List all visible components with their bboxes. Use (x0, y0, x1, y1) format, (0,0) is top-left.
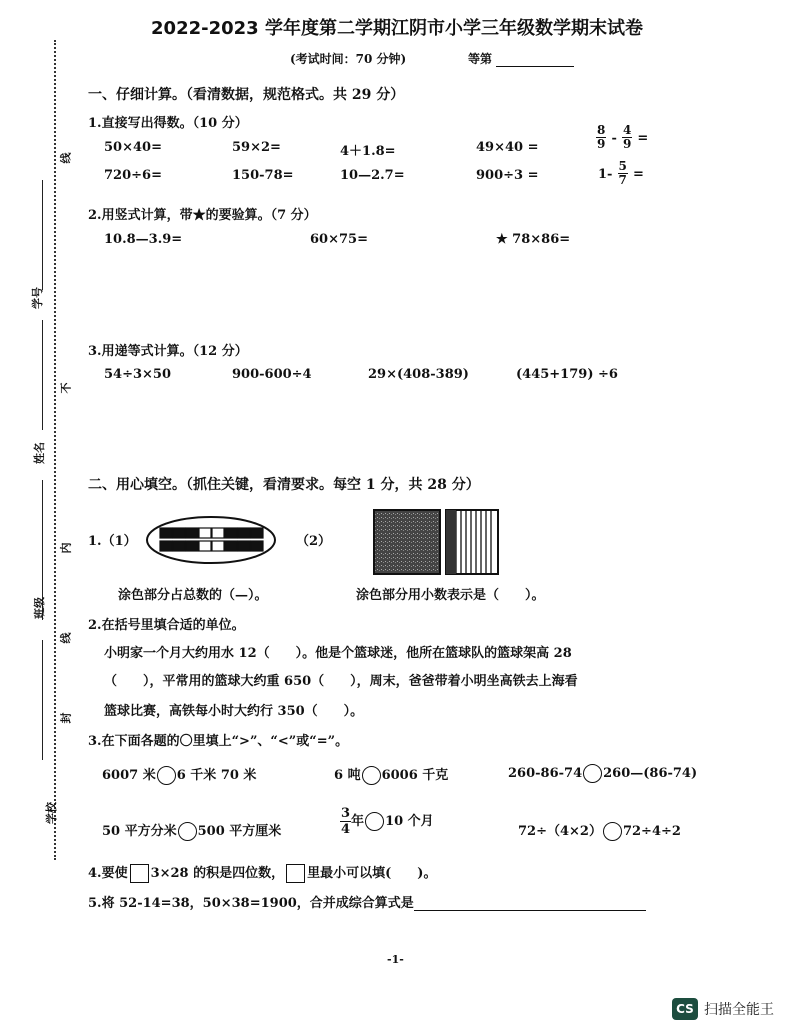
q1-item: 49×40 = (476, 140, 539, 155)
decimal-grid-figure (372, 508, 502, 578)
answer-circle[interactable] (157, 766, 176, 785)
fraction: $\frac{8}{9}$ (597, 123, 606, 151)
margin-label-3: 不 (59, 382, 73, 394)
margin-label-4: 班级 (33, 597, 46, 619)
q3-item: (445+179) ÷6 (516, 367, 618, 382)
q1-item: 10—2.7= (340, 168, 405, 183)
binding-dotted-line (54, 40, 56, 860)
q3-heading: 3.用递等式计算。（12 分） (88, 344, 248, 359)
q1-label-2: （2） (296, 534, 332, 549)
page-title: 2022-2023 学年度第二学期江阴市小学三年级数学期末试卷 (151, 18, 643, 39)
q1-caption-1: 涂色部分占总数的（—）。 (118, 588, 268, 603)
margin-label-5: 内 (59, 542, 73, 554)
q1-item: 900÷3 = (476, 168, 539, 183)
q2-heading: 2.用竖式计算，带★的要验算。（7 分） (88, 208, 317, 223)
q1-item: 150-78= (232, 168, 294, 183)
answer-blank[interactable] (414, 896, 646, 911)
s2-q3-heading: 3.在下面各题的〇里填上“>”、“<”或“=”。 (88, 734, 349, 749)
grade-blank[interactable] (496, 53, 574, 67)
q3-item: 54÷3×50 (104, 367, 172, 382)
q2-item: ★ 78×86= (496, 232, 571, 247)
s2-q4: 4.要使 3×28 的积是四位数， 里最小可以填( )。 (88, 866, 437, 881)
margin-label-1: 线 (59, 152, 73, 164)
q3-item: 900-600÷4 (232, 367, 312, 382)
grade-field (468, 50, 574, 67)
fraction: $\frac{5}{7}$ (618, 159, 627, 187)
margin-label-6: 线 (59, 632, 73, 644)
oval-figure (144, 514, 278, 566)
compare-item: 260-86-74 260—(86-74) (508, 766, 698, 781)
camscanner-logo: CS (672, 998, 698, 1020)
margin-label-2: 姓名 (33, 442, 46, 464)
compare-item: $\frac{3}{4}$ 年 10 个月 (341, 806, 434, 837)
s2-q5: 5.将 52-14=38，50×38=1900，合并成综合算式是 (88, 892, 646, 911)
compare-item: 6 吨 6006 千克 (334, 768, 449, 783)
answer-circle[interactable] (583, 764, 602, 783)
margin-label-7: 封 (59, 712, 73, 724)
fraction-expr-1: $\frac{8}{9}$ - $\frac{4}{9}$ = (597, 123, 649, 151)
s2-q2-line1: 小明家一个月大约用水 12（ ）。他是个篮球迷，他所在篮球队的篮球架高 28 (104, 646, 572, 661)
s2-q2-line2: （ ），平常用的篮球大约重 650（ ），周末，爸爸带着小明坐高铁去上海看 (104, 674, 578, 689)
answer-circle[interactable] (603, 822, 622, 841)
answer-circle[interactable] (365, 812, 384, 831)
s2-q2-heading: 2.在括号里填合适的单位。 (88, 618, 245, 633)
section2-heading: 二、用心填空。（抓住关键，看清要求。每空 1 分，共 28 分） (88, 477, 480, 493)
answer-circle[interactable] (362, 766, 381, 785)
q1-item: 720÷6= (104, 168, 162, 183)
margin-label-8: 学校 (45, 802, 58, 824)
answer-box[interactable] (130, 864, 149, 883)
answer-circle[interactable] (178, 822, 197, 841)
q1-item: 50×40= (104, 140, 162, 155)
q1-caption-2: 涂色部分用小数表示是（ ）。 (356, 588, 545, 603)
fraction: $\frac{3}{4}$ (341, 806, 351, 837)
q2-item: 60×75= (310, 232, 368, 247)
margin-name-line (42, 180, 43, 290)
compare-item: 50 平方分米 500 平方厘米 (102, 824, 282, 839)
q1-label-1: 1.（1） (88, 534, 137, 549)
grade-label: 等第 (468, 52, 493, 66)
s2-q2-line3: 篮球比赛，高铁每小时大约行 350（ ）。 (104, 704, 364, 719)
q3-item: 29×(408-389) (368, 367, 469, 382)
fraction: $\frac{4}{9}$ (622, 123, 632, 151)
fraction-expr-2: 1- $\frac{5}{7}$ = (598, 159, 644, 187)
q2-item: 10.8—3.9= (104, 232, 183, 247)
q1-item: 59×2= (232, 140, 281, 155)
margin-class-line (42, 320, 43, 430)
q1-heading: 1.直接写出得数。（10 分） (88, 116, 248, 131)
exam-time: (考试时间：70 分钟) (290, 52, 407, 66)
q1-item: 4＋1.8= (340, 144, 396, 159)
margin-id-line (42, 640, 43, 760)
compare-item: 72÷（4×2） 72÷4÷2 (518, 824, 681, 839)
section1-heading: 一、仔细计算。（看清数据，规范格式。共 29 分） (88, 87, 405, 103)
compare-item: 6007 米 6 千米 70 米 (102, 768, 257, 783)
answer-box[interactable] (286, 864, 305, 883)
page-number: -1- (387, 953, 404, 966)
watermark-text: 扫描全能王 (704, 1002, 774, 1018)
scanner-watermark (672, 998, 774, 1020)
margin-label-0: 学号 (31, 287, 44, 309)
